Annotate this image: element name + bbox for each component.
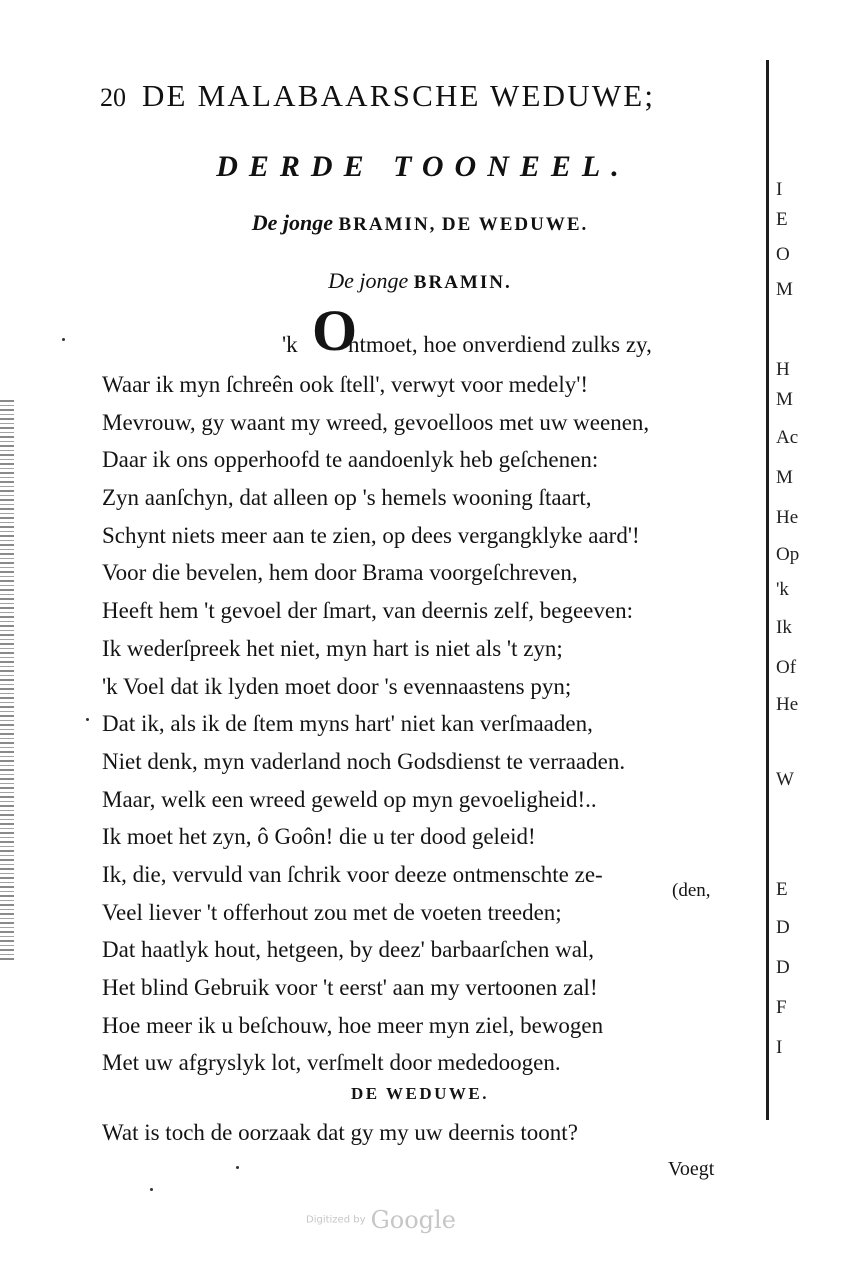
verse-line: Daar ik ons opperhoofd te aandoenlyk heb geſchenen: [102, 447, 599, 473]
bleed-fragment: O [776, 244, 790, 265]
verse-line: Hoe meer ik u beſchouw, hoe meer myn ziel, bewogen [102, 1012, 604, 1038]
scene-title: DERDE TOONEEL. [216, 150, 630, 183]
cast-name-1: BRAMIN, [338, 214, 437, 235]
bleed-fragment: E [776, 879, 788, 900]
verse-line: Veel liever 't offerhout zou met de voeten treeden; [102, 899, 562, 925]
verse-line: Schynt niets meer aan te zien, op dees vergangklyke aard'! [102, 522, 640, 548]
verse-line: Ik wederſpreek het niet, myn hart is niet als 't zyn; [102, 635, 563, 661]
ink-speck [150, 1188, 153, 1191]
page-number: 20 [100, 83, 126, 112]
verse-line: 'k Voel dat ik lyden moet door 's evennaastens pyn; [102, 673, 572, 699]
bleed-fragment: M [776, 467, 793, 488]
bleed-fragment: W [776, 769, 794, 790]
verse-line: Voor die bevelen, hem door Brama voorgeſchreven, [102, 560, 578, 586]
bleed-fragment: Ac [776, 427, 799, 448]
verse-line: Dat ik, als ik de ſtem myns hart' niet kan verſmaaden, [102, 711, 593, 737]
bleed-fragment: I [776, 179, 783, 200]
bleed-fragment: D [776, 917, 790, 938]
speaker-heading [0, 268, 840, 294]
verse-block [102, 366, 742, 1082]
cast-list [0, 210, 840, 236]
turnover-fragment: (den, [672, 880, 711, 901]
verse-line: Dat haatlyk hout, hetgeen, by deez' barbaarſchen wal, [102, 937, 595, 963]
ink-speck [86, 718, 89, 721]
running-title: DE MALABAARSCHE WEDUWE; [141, 78, 656, 113]
bleed-fragment: I [776, 1037, 783, 1058]
verse-line: Heeft hem 't gevoel der ſmart, van deernis zelf, begeeven: [102, 598, 633, 624]
verse-line: Mevrouw, gy waant my wreed, gevoelloos met uw weenen, [102, 409, 650, 435]
bleed-fragment: Op [776, 544, 800, 565]
bleed-fragment: M [776, 279, 793, 300]
ink-speck [62, 338, 65, 341]
verse-line: Niet denk, myn vaderland noch Godsdienst te verraaden. [102, 748, 626, 774]
bleed-fragment: M [776, 389, 793, 410]
bleed-fragment: Of [776, 657, 797, 678]
verse-line: Maar, welk een wreed geweld op myn gevoeligheid!.. [102, 786, 597, 812]
verse-line: Ik, die, vervuld van ſchrik voor deeze ontmenschte ze- [102, 861, 603, 887]
verse-line: Waar ik myn ſchreên ook ſtell', verwyt voor medely'! [102, 372, 589, 397]
speaker-name: BRAMIN. [413, 272, 512, 293]
bleed-fragment: D [776, 957, 790, 978]
opening-prefix: 'k [282, 332, 298, 357]
google-logo: Google [370, 1206, 456, 1234]
verse-line: Met uw afgryslyk lot, verſmelt door mededoogen. [102, 1050, 561, 1076]
bleed-fragment: He [776, 694, 799, 715]
speaker-heading-widow: DE WEDUWE. [350, 1084, 490, 1103]
cast-italic: De jonge [251, 210, 333, 235]
opening-verse-line [282, 298, 762, 366]
verse-line: Het blind Gebruik voor 't eerst' aan my vertoonen zal! [102, 975, 598, 1000]
catchword: Voegt [668, 1158, 715, 1180]
bleed-fragment: He [776, 507, 799, 528]
digitization-watermark [306, 1206, 456, 1234]
bleed-fragment: F [776, 997, 787, 1018]
ink-speck [236, 1166, 239, 1169]
verse-line: Ik moet het zyn, ô Goôn! die u ter dood geleid! [102, 824, 536, 850]
running-header [100, 78, 740, 114]
final-verse-line: Wat is toch de oorzaak dat gy my uw deernis toont? [102, 1120, 578, 1145]
binding-edge [0, 400, 14, 960]
speaker-italic: De jonge [328, 268, 409, 293]
verse-line: Zyn aanſchyn, dat alleen op 's hemels wooning ſtaart, [102, 485, 592, 511]
bleed-fragment: 'k [776, 579, 789, 600]
drop-cap: O [312, 298, 358, 363]
watermark-prefix: Digitized by [306, 1214, 366, 1226]
bleed-fragment: Ik [776, 617, 792, 638]
opening-rest: ntmoet, hoe onverdiend zulks zy, [348, 332, 652, 357]
bleed-fragment: E [776, 209, 788, 230]
bleed-fragment: H [776, 359, 790, 380]
cast-name-2: DE WEDUWE. [441, 214, 589, 235]
